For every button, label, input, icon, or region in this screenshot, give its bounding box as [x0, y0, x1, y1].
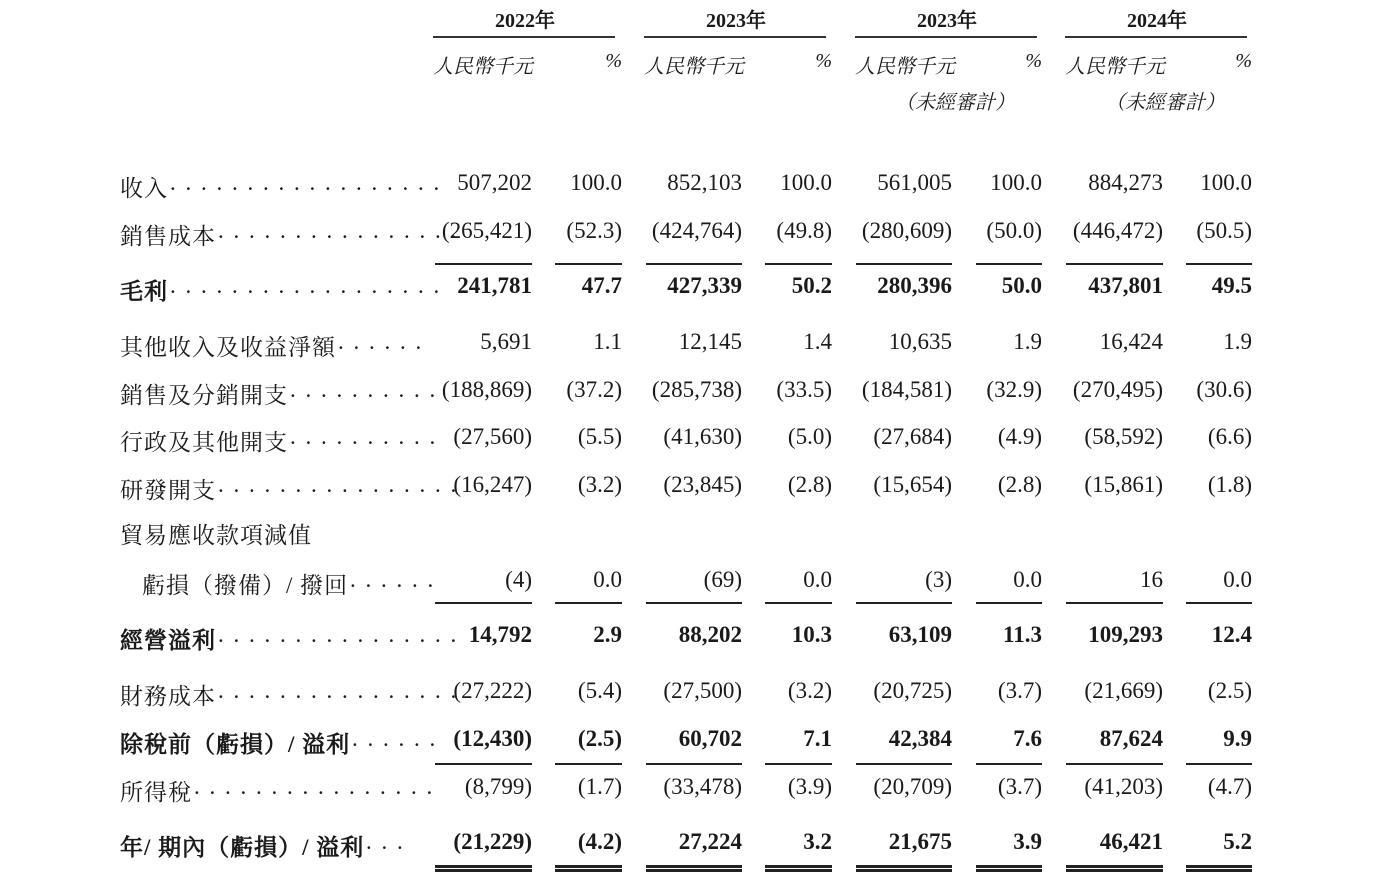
- percent-cell: (37.2): [566, 377, 622, 402]
- percent-cell: 3.9: [1013, 829, 1042, 854]
- percent-cell: (33.5): [776, 377, 832, 402]
- percent-cell: (1.8): [1207, 472, 1252, 497]
- pct-unit-2: %: [1025, 50, 1042, 72]
- amount-cell: (15,861): [1084, 472, 1163, 497]
- amount-cell: (265,421): [441, 218, 532, 243]
- amount-cell: 63,109: [888, 622, 952, 647]
- amount-unit-3: 人民幣千元: [1065, 56, 1165, 78]
- row-label: 財務成本: [120, 684, 216, 709]
- row-label: 行政及其他開支: [120, 430, 288, 455]
- percent-cell: (3.2): [787, 678, 832, 703]
- total-double-rule: [1186, 865, 1252, 872]
- row-leader-dots: . . . . . .: [350, 567, 436, 592]
- amount-cell: 109,293: [1088, 622, 1163, 647]
- row-label: 除稅前（虧損）/ 溢利: [120, 732, 351, 757]
- amount-cell: 10,635: [888, 329, 952, 354]
- subtotal-rule: [646, 763, 742, 765]
- percent-cell: (2.5): [1207, 678, 1252, 703]
- percent-cell: (6.6): [1207, 424, 1252, 449]
- amount-cell: (20,725): [873, 678, 952, 703]
- subtotal-rule: [1186, 763, 1252, 765]
- percent-cell: 100.0: [570, 170, 622, 195]
- subtotal-rule: [435, 602, 532, 604]
- year-underline-0: [433, 36, 615, 38]
- percent-cell: 47.7: [581, 273, 622, 298]
- subtotal-rule: [765, 602, 832, 604]
- amount-cell: (3): [925, 567, 952, 592]
- amount-cell: (12,430): [453, 726, 532, 751]
- amount-cell: 16: [1140, 567, 1163, 592]
- percent-cell: 9.9: [1223, 726, 1252, 751]
- amount-cell: (424,764): [651, 218, 742, 243]
- pct-unit-1: %: [815, 50, 832, 72]
- subtotal-rule: [976, 602, 1042, 604]
- subtotal-rule: [435, 263, 532, 265]
- percent-cell: 100.0: [780, 170, 832, 195]
- percent-cell: (50.0): [986, 218, 1042, 243]
- percent-cell: (2.5): [577, 726, 622, 751]
- percent-cell: 10.3: [791, 622, 832, 647]
- amount-cell: 884,273: [1088, 170, 1163, 195]
- row-leader-dots: . . . . . .: [352, 726, 438, 751]
- amount-cell: 46,421: [1099, 829, 1163, 854]
- row-leader-dots: . . . . . . . . . .: [290, 424, 438, 449]
- amount-cell: (270,495): [1072, 377, 1163, 402]
- percent-cell: 0.0: [1223, 567, 1252, 592]
- row-leader-dots: . . . . . . . . . . . . . . . .: [218, 622, 459, 647]
- percent-cell: 0.0: [803, 567, 832, 592]
- row-leader-dots: . . .: [366, 829, 405, 854]
- percent-cell: (4.7): [1207, 774, 1252, 799]
- total-double-rule: [856, 865, 952, 872]
- amount-cell: (27,560): [453, 424, 532, 449]
- amount-cell: 561,005: [877, 170, 952, 195]
- subtotal-rule: [555, 763, 622, 765]
- total-double-rule: [1066, 865, 1163, 872]
- amount-cell: (15,654): [873, 472, 952, 497]
- row-label: 收入: [120, 176, 168, 201]
- percent-cell: (3.2): [577, 472, 622, 497]
- percent-cell: (50.5): [1196, 218, 1252, 243]
- percent-cell: (3.7): [997, 774, 1042, 799]
- amount-unit-1: 人民幣千元: [644, 56, 744, 78]
- row-leader-dots: . . . . . . . . . . . . . . . . . .: [170, 170, 442, 195]
- amount-cell: (23,845): [663, 472, 742, 497]
- percent-cell: 5.2: [1223, 829, 1252, 854]
- year-underline-1: [644, 36, 826, 38]
- amount-cell: (21,229): [453, 829, 532, 854]
- amount-cell: (285,738): [651, 377, 742, 402]
- amount-unit-0: 人民幣千元: [433, 56, 533, 78]
- amount-cell: (20,709): [873, 774, 952, 799]
- percent-cell: (4.9): [997, 424, 1042, 449]
- row-label: 銷售成本: [120, 224, 216, 249]
- amount-cell: 16,424: [1099, 329, 1163, 354]
- amount-cell: 87,624: [1099, 726, 1163, 751]
- percent-cell: 7.6: [1013, 726, 1042, 751]
- row-leader-dots: . . . . . . . . . . . . . . . .: [218, 218, 459, 243]
- amount-cell: (16,247): [453, 472, 532, 497]
- amount-cell: 12,145: [678, 329, 742, 354]
- amount-cell: 5,691: [480, 329, 532, 354]
- row-leader-dots: . . . . . .: [338, 329, 424, 354]
- row-label: 所得稅: [120, 780, 192, 805]
- total-double-rule: [435, 865, 532, 872]
- percent-cell: 0.0: [593, 567, 622, 592]
- amount-cell: (33,478): [663, 774, 742, 799]
- row-label: 經營溢利: [120, 628, 216, 653]
- amount-cell: (4): [505, 567, 532, 592]
- subtotal-rule: [646, 602, 742, 604]
- amount-cell: (188,869): [441, 377, 532, 402]
- subtotal-rule: [555, 263, 622, 265]
- row-label: 銷售及分銷開支: [120, 383, 288, 408]
- percent-cell: 2.9: [593, 622, 622, 647]
- amount-cell: 437,801: [1088, 273, 1163, 298]
- unaudited-note-3: （未經審計）: [1105, 92, 1225, 114]
- column-year-2: 2023年: [917, 10, 977, 32]
- row-label: 年/ 期內（虧損）/ 溢利: [120, 835, 365, 860]
- amount-cell: (27,222): [453, 678, 532, 703]
- amount-cell: (27,500): [663, 678, 742, 703]
- column-year-0: 2022年: [495, 10, 555, 32]
- amount-cell: (69): [703, 567, 742, 592]
- amount-cell: 427,339: [667, 273, 742, 298]
- amount-cell: (21,669): [1084, 678, 1163, 703]
- amount-cell: 42,384: [888, 726, 952, 751]
- percent-cell: (52.3): [566, 218, 622, 243]
- percent-cell: 7.1: [803, 726, 832, 751]
- percent-cell: 3.2: [803, 829, 832, 854]
- amount-cell: (41,630): [663, 424, 742, 449]
- percent-cell: (3.9): [787, 774, 832, 799]
- pct-unit-3: %: [1235, 50, 1252, 72]
- row-label: 虧損（撥備）/ 撥回: [142, 573, 349, 598]
- amount-cell: (58,592): [1084, 424, 1163, 449]
- percent-cell: 49.5: [1211, 273, 1252, 298]
- amount-cell: 21,675: [888, 829, 952, 854]
- subtotal-rule: [1066, 263, 1163, 265]
- amount-cell: (184,581): [861, 377, 952, 402]
- subtotal-rule: [856, 602, 952, 604]
- subtotal-rule: [856, 263, 952, 265]
- percent-cell: 1.4: [803, 329, 832, 354]
- percent-cell: 1.9: [1013, 329, 1042, 354]
- row-label: 毛利: [120, 279, 168, 304]
- row-leader-dots: . . . . . . . . . . . . . . . . . .: [170, 273, 442, 298]
- amount-cell: 14,792: [468, 622, 532, 647]
- amount-cell: 88,202: [678, 622, 742, 647]
- total-double-rule: [646, 865, 742, 872]
- percent-cell: (2.8): [787, 472, 832, 497]
- percent-cell: 100.0: [990, 170, 1042, 195]
- percent-cell: (32.9): [986, 377, 1042, 402]
- percent-cell: (4.2): [577, 829, 622, 854]
- pct-unit-0: %: [605, 50, 622, 72]
- percent-cell: 12.4: [1211, 622, 1252, 647]
- percent-cell: (3.7): [997, 678, 1042, 703]
- percent-cell: 50.0: [1001, 273, 1042, 298]
- subtotal-rule: [1066, 763, 1163, 765]
- percent-cell: 50.2: [791, 273, 832, 298]
- row-label: 貿易應收款項減值: [120, 523, 312, 548]
- amount-cell: 852,103: [667, 170, 742, 195]
- unaudited-note-2: （未經審計）: [895, 92, 1015, 114]
- amount-cell: (8,799): [464, 774, 532, 799]
- column-year-1: 2023年: [706, 10, 766, 32]
- percent-cell: 100.0: [1200, 170, 1252, 195]
- percent-cell: (5.0): [787, 424, 832, 449]
- row-label: 其他收入及收益淨額: [120, 335, 336, 360]
- percent-cell: 0.0: [1013, 567, 1042, 592]
- subtotal-rule: [976, 763, 1042, 765]
- percent-cell: 11.3: [1003, 622, 1042, 647]
- amount-cell: 60,702: [678, 726, 742, 751]
- year-underline-3: [1065, 36, 1247, 38]
- subtotal-rule: [765, 263, 832, 265]
- subtotal-rule: [976, 263, 1042, 265]
- row-leader-dots: . . . . . . . . . . . . . . . .: [218, 472, 459, 497]
- total-double-rule: [976, 865, 1042, 872]
- row-leader-dots: . . . . . . . . . . . . . . . .: [218, 678, 459, 703]
- amount-unit-2: 人民幣千元: [855, 56, 955, 78]
- amount-cell: 241,781: [457, 273, 532, 298]
- percent-cell: (2.8): [997, 472, 1042, 497]
- amount-cell: (41,203): [1084, 774, 1163, 799]
- column-year-3: 2024年: [1127, 10, 1187, 32]
- row-label: 研發開支: [120, 478, 216, 503]
- subtotal-rule: [1066, 602, 1163, 604]
- amount-cell: 27,224: [678, 829, 742, 854]
- subtotal-rule: [765, 763, 832, 765]
- total-double-rule: [555, 865, 622, 872]
- percent-cell: (49.8): [776, 218, 832, 243]
- percent-cell: 1.1: [593, 329, 622, 354]
- percent-cell: (30.6): [1196, 377, 1252, 402]
- percent-cell: (1.7): [577, 774, 622, 799]
- percent-cell: (5.5): [577, 424, 622, 449]
- subtotal-rule: [1186, 602, 1252, 604]
- row-leader-dots: . . . . . . . . . . . . . . . .: [194, 774, 435, 799]
- amount-cell: 507,202: [457, 170, 532, 195]
- amount-cell: (280,609): [861, 218, 952, 243]
- percent-cell: (5.4): [577, 678, 622, 703]
- amount-cell: 280,396: [877, 273, 952, 298]
- amount-cell: (27,684): [873, 424, 952, 449]
- subtotal-rule: [435, 763, 532, 765]
- percent-cell: 1.9: [1223, 329, 1252, 354]
- subtotal-rule: [555, 602, 622, 604]
- row-leader-dots: . . . . . . . . . .: [290, 377, 438, 402]
- year-underline-2: [855, 36, 1037, 38]
- subtotal-rule: [856, 763, 952, 765]
- amount-cell: (446,472): [1072, 218, 1163, 243]
- subtotal-rule: [1186, 263, 1252, 265]
- total-double-rule: [765, 865, 832, 872]
- subtotal-rule: [646, 263, 742, 265]
